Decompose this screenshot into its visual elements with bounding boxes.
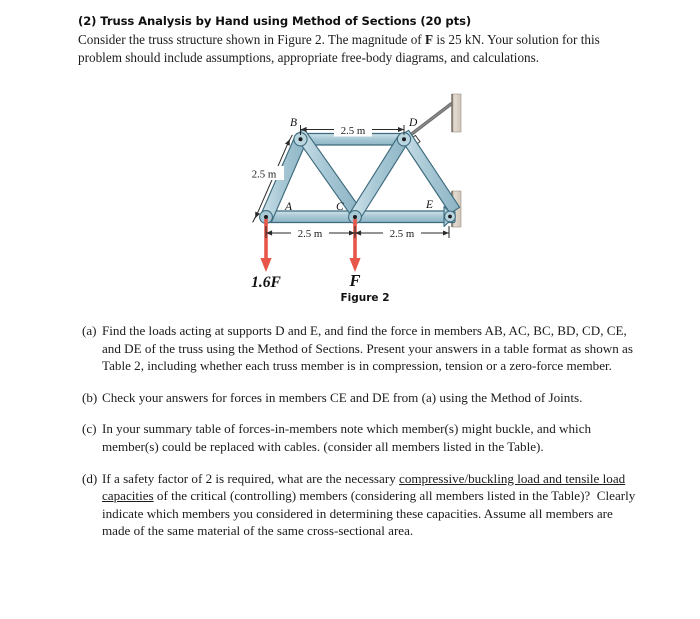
question-marker-c: (c) — [82, 421, 97, 437]
joint-label-C: C — [336, 201, 344, 213]
joint-label-E: E — [426, 199, 434, 211]
figure-caption: Figure 2 — [340, 292, 390, 304]
problem-intro: Consider the truss structure shown in Figure 2. The magnitude of F is 25 kN. Your solution for this problem should include assumptions, appropriate free-body diagrams, and calculations. — [78, 32, 600, 66]
member-CE-bottom-chord — [352, 211, 455, 223]
problem-header — [78, 14, 638, 67]
joint-label-B: B — [290, 117, 298, 129]
load-label-middle: F — [349, 271, 361, 290]
question-item-a — [78, 322, 640, 375]
dimension-label-bottom-right: 2.5 m — [389, 228, 415, 241]
question-text-a: Find the loads acting at supports D and E, and find the force in members AB, AC, BC, BD, CD, CE, and DE of the truss using the Method of Sections. Present your answers in a table format as shown as Table 2, including whether each truss member is in compression, tension or a zero-force member. — [102, 323, 633, 374]
dimension-bottom-right — [355, 226, 449, 240]
dimension-label-left: 2.5 m — [251, 168, 277, 181]
member-CD-diagonal — [349, 136, 408, 220]
dimension-label-top: 2.5 m — [340, 124, 366, 137]
truss-diagram-svg — [230, 86, 500, 311]
truss-figure — [230, 86, 500, 311]
joint-label-D: D — [409, 117, 418, 129]
question-marker-d: (d) — [82, 470, 98, 486]
wall-support-upper — [452, 94, 461, 132]
dimension-label-bottom-left: 2.5 m — [297, 228, 323, 241]
problem-title: (2) Truss Analysis by Hand using Method of Sections (20 pts) — [78, 14, 472, 28]
question-item-d — [78, 470, 640, 540]
dimension-bottom-left — [266, 226, 355, 240]
load-label-left: 1.6F — [251, 274, 281, 291]
question-list — [78, 322, 640, 554]
question-text-c: In your summary table of forces-in-members note which member(s) might buckle, and which member(s) could be replaced with cables. (consider all members listed in the Table). — [102, 421, 592, 455]
question-text-d: If a safety factor of 2 is required, what are the necessary compressive/buckling load and tensile load capacities of the critical (controlling) members (considering all members listed in the Table)? Clearly indicate which members you considered in determining these capacities. Assume all members are made of the same material of the same cross-sectional area. — [102, 470, 636, 539]
joint-label-A: A — [285, 201, 293, 213]
question-marker-b: (b) — [82, 389, 98, 405]
question-marker-a: (a) — [82, 323, 97, 338]
question-item-c — [78, 420, 640, 455]
question-item-b — [78, 389, 640, 407]
question-text-b: Check your answers for forces in members CE and DE from (a) using the Method of Joints. — [102, 389, 583, 405]
